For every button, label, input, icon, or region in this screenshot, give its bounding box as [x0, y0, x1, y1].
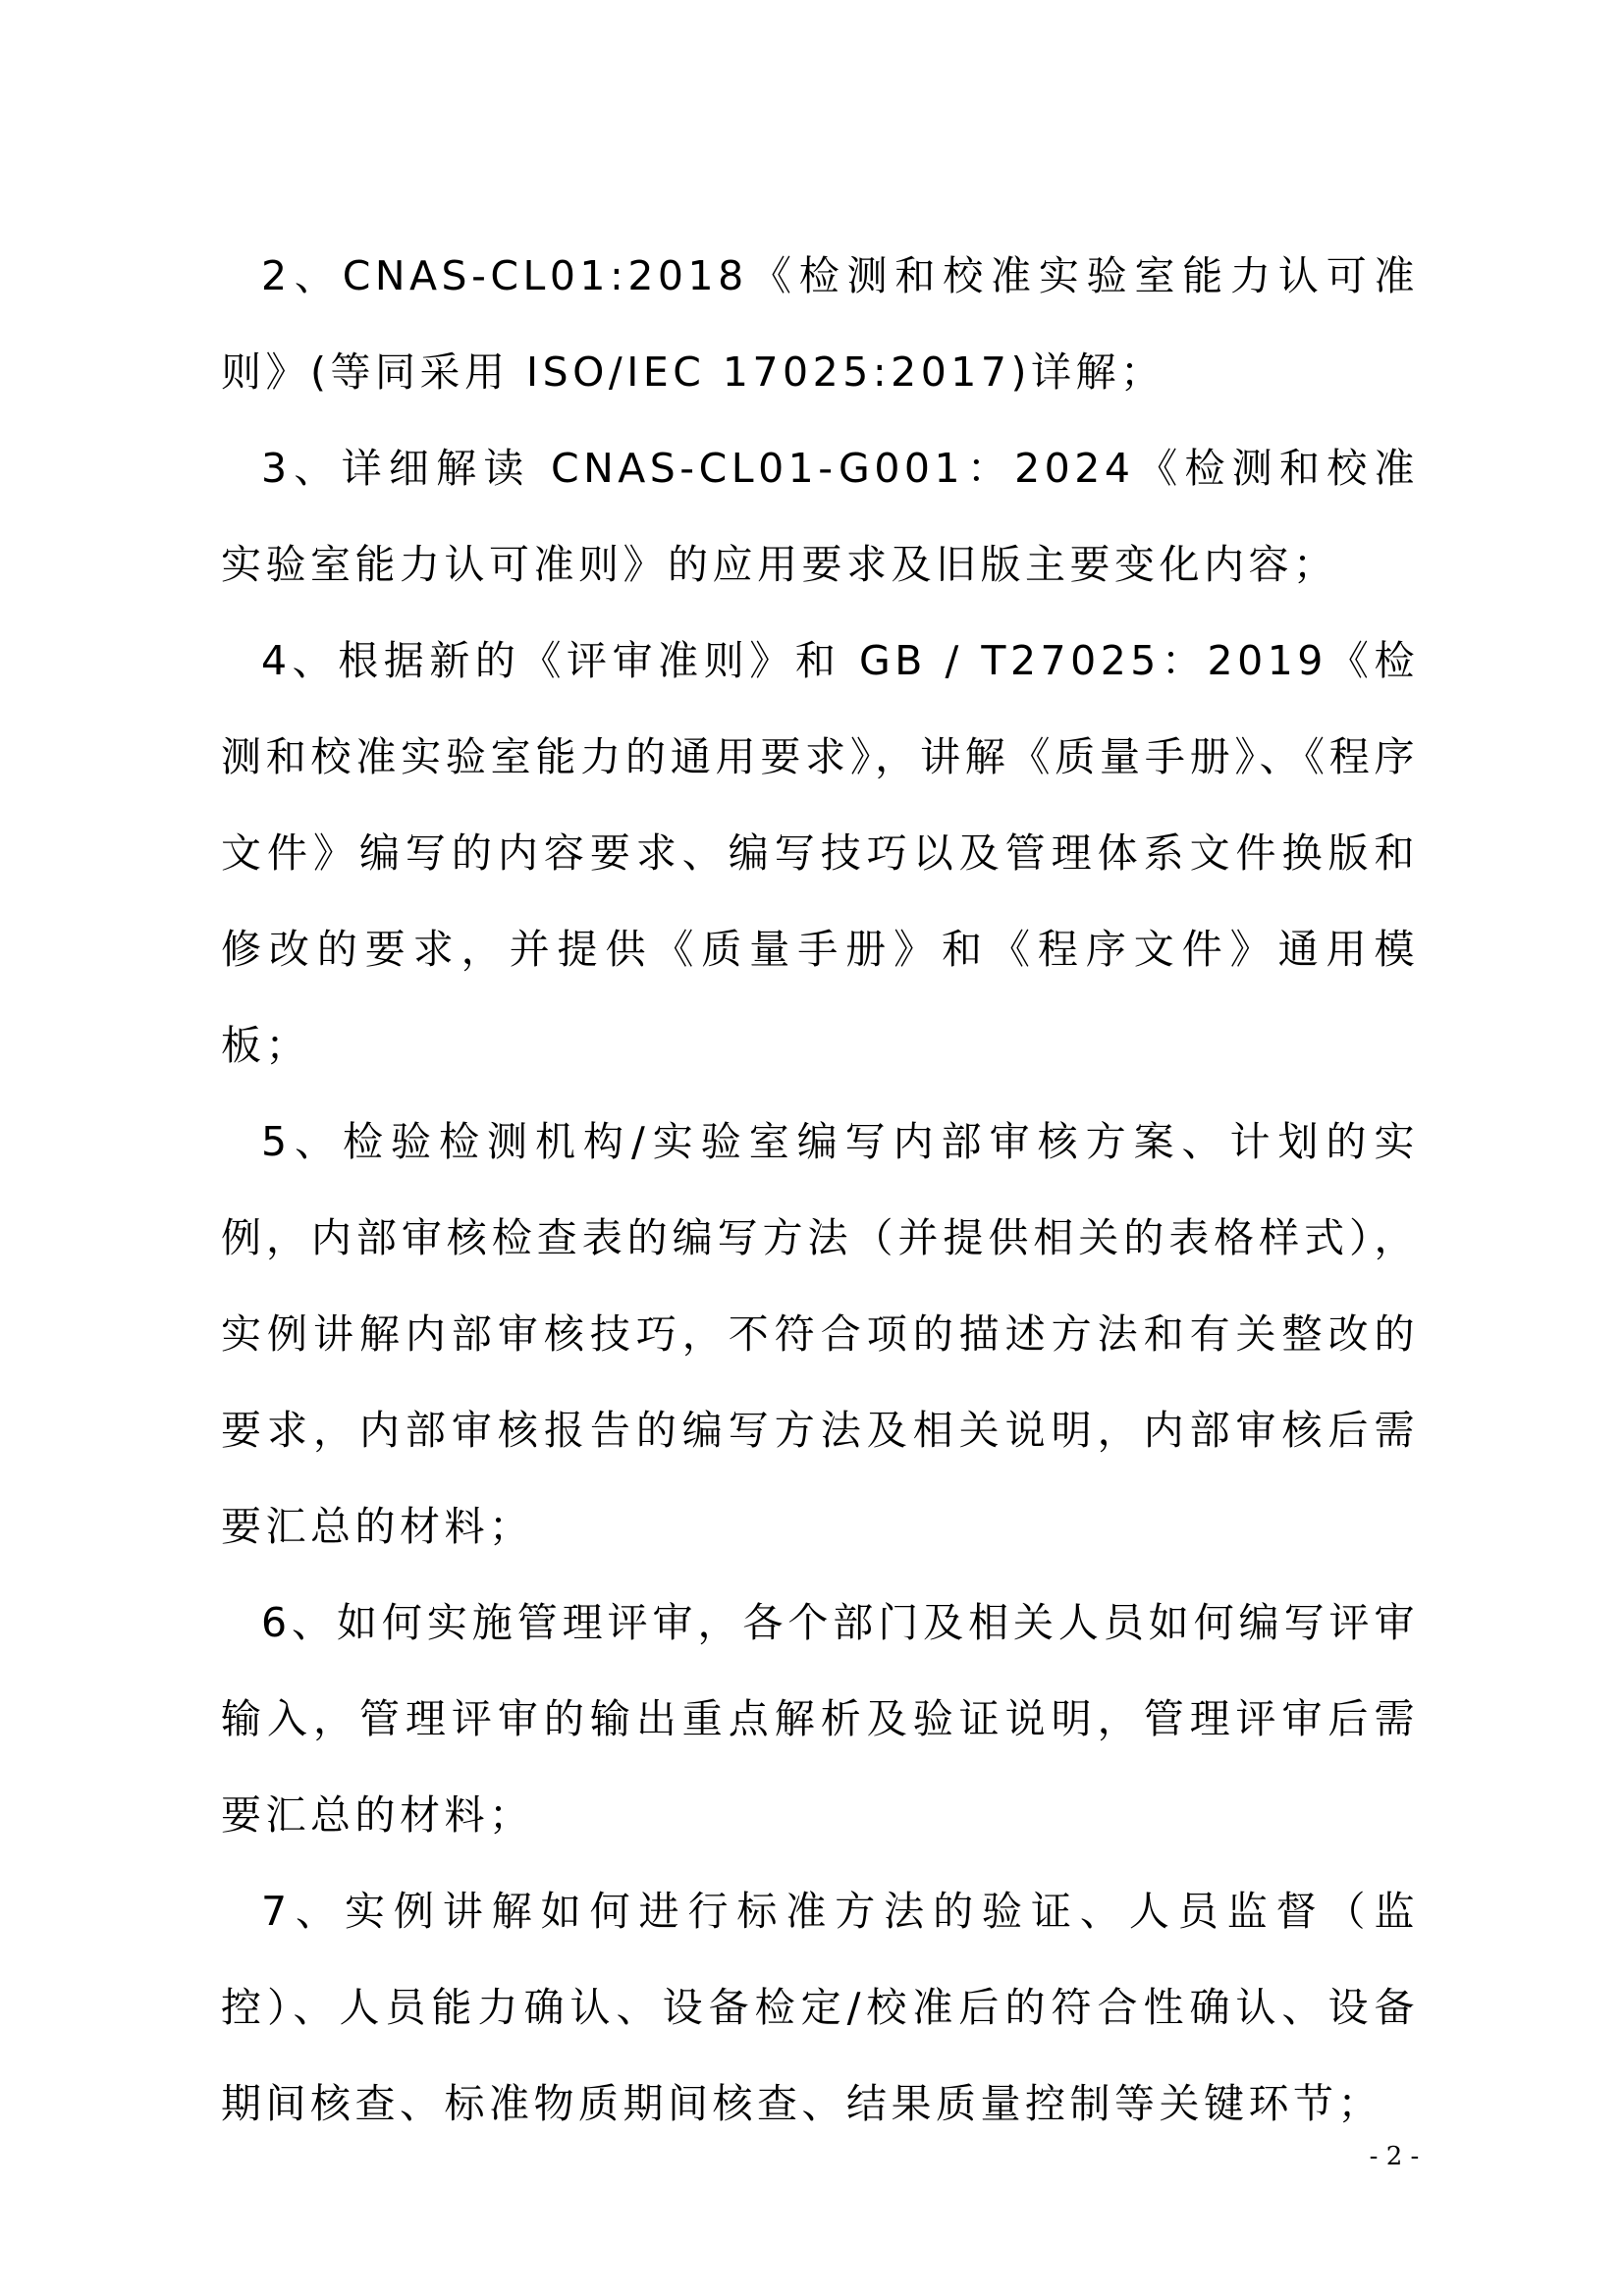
paragraph-item-2: 2、CNAS-CL01:2018《检测和校准实验室能力认可准则》(等同采用 ISO/IEC 17025:2017)详解；: [221, 252, 1419, 396]
body-text: [221, 228, 1419, 2152]
paragraph-item-7: 7、实例讲解如何进行标准方法的验证、人员监督（监控）、人员能力确认、设备检定/校准后的符合性确认、设备期间核查、标准物质期间核查、结果质量控制等关键环节；: [221, 1888, 1419, 2127]
paragraph-item-6: 6、如何实施管理评审，各个部门及相关人员如何编写评审输入，管理评审的输出重点解析及验证说明，管理评审后需要汇总的材料；: [221, 1599, 1419, 1839]
paragraph-item-4: 4、根据新的《评审准则》和 GB / T27025：2019《检测和校准实验室能力的通用要求》，讲解《质量手册》、《程序文件》编写的内容要求、编写技巧以及管理体系文件换版和修改的要求，并提供《质量手册》和《程序文件》通用模板；: [221, 637, 1419, 1069]
page-number: - 2 -: [1369, 2142, 1420, 2171]
paragraph-item-3: 3、详细解读 CNAS-CL01-G001：2024《检测和校准实验室能力认可准则》的应用要求及旧版主要变化内容；: [221, 445, 1419, 588]
paragraph-item-5: 5、检验检测机构/实验室编写内部审核方案、计划的实例，内部审核检查表的编写方法（并提供相关的表格样式），实例讲解内部审核技巧，不符合项的描述方法和有关整改的要求，内部审核报告的编写方法及相关说明，内部审核后需要汇总的材料；: [221, 1118, 1419, 1550]
